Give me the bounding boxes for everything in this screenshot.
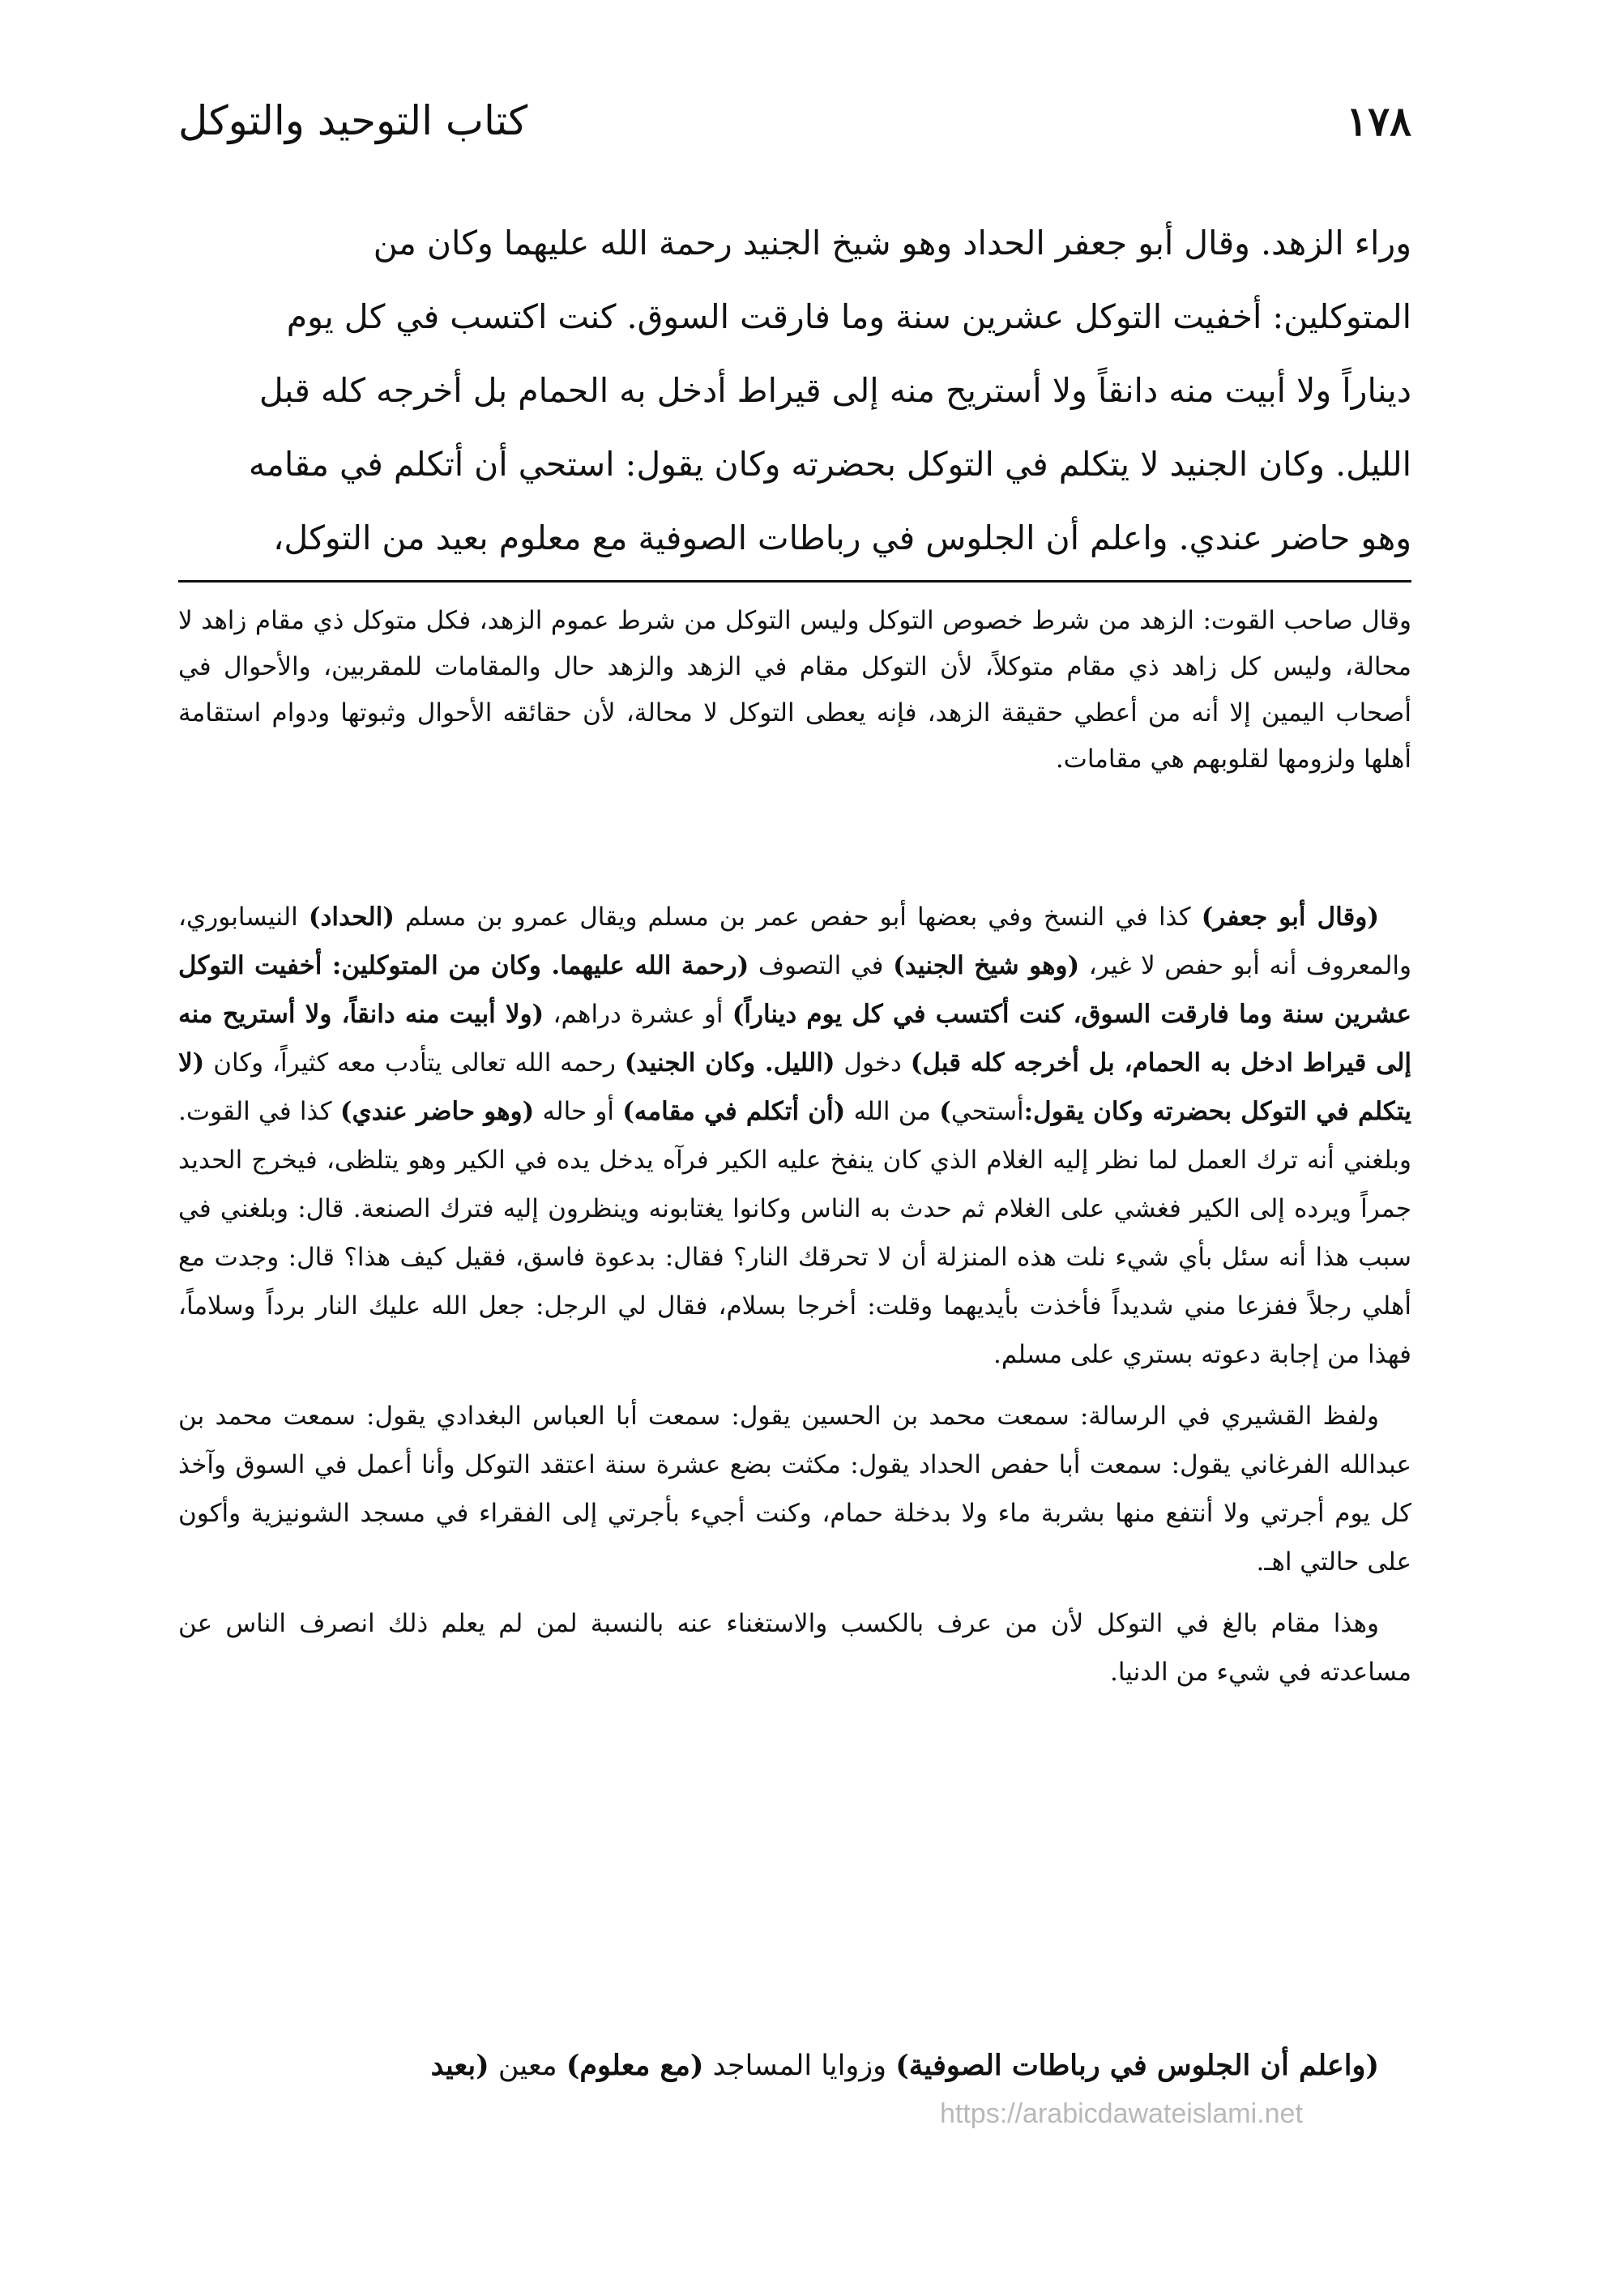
commentary-text: كذا في النسخ وفي بعضها أبو حفص عمر بن مسلم ويقال عمرو بن مسلم (394, 903, 1202, 932)
commentary-text: النيسابوري، والمعروف أنه أبو حفص لا غير، (178, 903, 1411, 980)
commentary-text: رحمه الله تعالى يتأدب معه كثيراً، وكان (204, 1048, 625, 1078)
page-number: ١٧٨ (1346, 97, 1411, 145)
commentary-paragraph-3: وهذا مقام بالغ في التوكل لأن من عرف بالكسب والاستغناء عنه بالنسبة لمن لم يعلم ذلك انصرف الناس عن مساعدته في شيء من الدنيا. (178, 1609, 1411, 1687)
commentary-text: كذا في القوت. وبلغني أنه ترك العمل لما نظر إليه الغلام الذي كان ينفخ عليه الكير فرآه يدخل يده في الكير وهو يتلظى، فيخرج الحديد جمراً ويرده إلى الكير فغشي على الغلام ثم حدث به الناس وكانوا يغتابونه وينظرون إليه فترك الصنعة. قال: وبلغني في سبب هذا أنه سئل بأي شيء نلت هذه المنزلة أن لا تحرقك النار؟ فقال: بدعوة فاسق، فقيل كيف هذا؟ قال: وجدت مع أهلي رجلاً ففزعا مني شديداً فأخذت بأيديهما وقلت: أخرجا بسلام، فقال لي الرجل: جعل الله عليك النار برداً وسلاماً، فهذا من إجابة دعوته بستري على مسلم. (178, 1097, 1411, 1369)
quoted-phrase: (وهو حاضر عندي) (339, 1097, 535, 1126)
quoted-phrase: (بعيد (430, 2049, 489, 2082)
footnote (178, 598, 1411, 783)
commentary-text: من الله (845, 1097, 940, 1126)
commentary-text: أو عشرة دراهم، (544, 1000, 732, 1029)
commentary-text: وزوايا المساجد (703, 2050, 896, 2082)
quoted-phrase: (واعلم أن الجلوس في رباطات الصوفية) (895, 2049, 1379, 2082)
commentary-text: في التصوف (749, 951, 894, 980)
running-title: كتاب التوحيد والتوكل (178, 97, 528, 144)
quoted-phrase: (وهو شيخ الجنيد) (893, 951, 1080, 980)
quoted-phrase: (أن أتكلم في مقامه) (622, 1097, 846, 1126)
main-text-line: وهو حاضر عندي. واعلم أن الجلوس في رباطات الصوفية مع معلوم بعيد من التوكل، (273, 519, 1411, 557)
quoted-phrase: ) (939, 1097, 951, 1126)
footnote-text: وقال صاحب القوت: الزهد من شرط خصوص التوكل وليس التوكل من شرط عموم الزهد، فكل متوكل ذي مقام زاهد لا محالة، وليس كل زاهد ذي مقام متوكلاً، لأن التوكل مقام في الزهد والزهد حال والمقامات للمقربين، والأحوال في أصحاب اليمين إلا أنه من أعطي حقيقة الزهد، فإنه يعطى التوكل لا محالة، لأن حقائقه الأحوال وثبوتها ودوام استقامة أهلها ولزومها لقلوبهم هي مقامات. (178, 606, 1411, 774)
commentary-text: أستحي (950, 1097, 1024, 1126)
main-text-line: الليل. وكان الجنيد لا يتكلم في التوكل بحضرته وكان يقول: استحي أن أتكلم في مقامه (248, 445, 1411, 484)
quoted-phrase: (رحمة الله عليهما. وكان من المتوكلين: أخفيت التوكل عشرين سنة وما فارقت السوق، كنت أكتسب في كل يوم ديناراً) (178, 951, 1412, 1029)
commentary (178, 893, 1411, 1709)
commentary-paragraph-2: ولفظ القشيري في الرسالة: سمعت محمد بن الحسين يقول: سمعت أبا العباس البغدادي يقول: سمعت محمد بن عبدالله الفرغاني يقول: سمعت أبا حفص الحداد يقول: مكثت بضع عشرة سنة اعتقد التوكل وأنا أعمل في السوق وآخذ كل يوم أجرتي ولا أنتفع منها بشربة ماء ولا بدخلة حمام، وكنت أجيء بأجرتي إلى الفقراء في مسجد الشونيزية وأكون على حالتي اهـ. (178, 1402, 1411, 1577)
watermark-url: https://arabicdawateislami.net (940, 2098, 1303, 2129)
main-text (178, 207, 1411, 575)
quoted-phrase: (لا يتكلم في التوكل بحضرته وكان يقول: (178, 1048, 1411, 1126)
quoted-phrase: (الحداد) (308, 903, 395, 932)
page-header (178, 97, 1411, 170)
quoted-phrase: (الليل. وكان الجنيد) (624, 1048, 835, 1078)
quoted-phrase: (مع معلوم) (566, 2049, 704, 2082)
main-text-line: وراء الزهد. وقال أبو جعفر الحداد وهو شيخ الجنيد رحمة الله عليهما وكان من (373, 224, 1411, 262)
commentary-text: دخول (835, 1048, 911, 1078)
commentary-text: معين (489, 2050, 566, 2082)
commentary-last-line (178, 2042, 1411, 2090)
commentary-text: أو حاله (534, 1097, 623, 1126)
quoted-phrase: (وقال أبو جعفر) (1201, 903, 1380, 932)
quoted-phrase: (ولا أبيت منه دانقاً، ولا أستريح منه إلى قيراط ادخل به الحمام، بل أخرجه كله قبل) (178, 1000, 1412, 1078)
main-text-line: المتوكلين: أخفيت التوكل عشرين سنة وما فارقت السوق. كنت اكتسب في كل يوم (286, 297, 1411, 336)
main-text-line: ديناراً ولا أبيت منه دانقاً ولا أستريح منه إلى قيراط أدخل به الحمام بل أخرجه كله قبل (258, 371, 1411, 410)
commentary-paragraph-1 (178, 893, 1411, 1379)
footnote-separator (178, 580, 1411, 583)
